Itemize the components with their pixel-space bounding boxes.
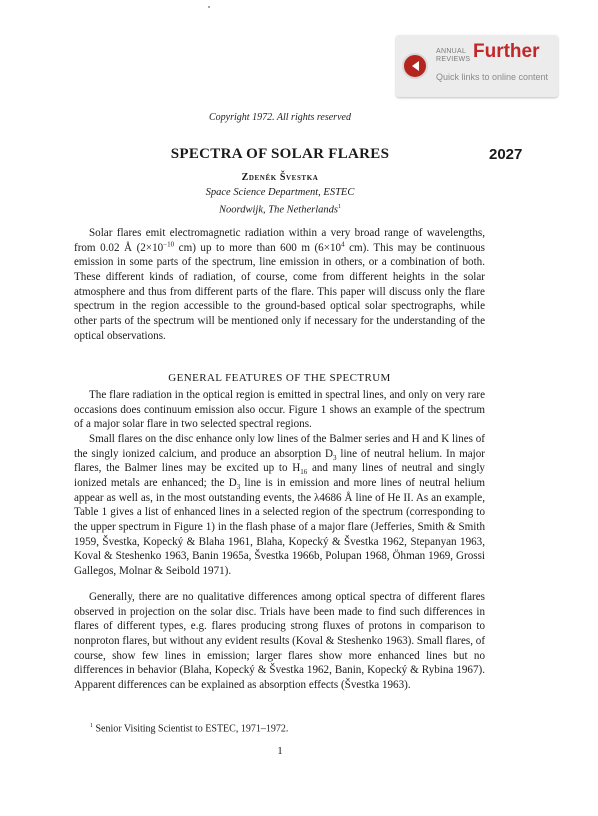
text-run: cm) up to more than 600 m (6×10 xyxy=(174,241,342,254)
exponent: 4 xyxy=(341,239,345,248)
copyright-notice: Copyright 1972. All rights reserved xyxy=(209,112,351,123)
text-run: and many lines of neutral and singly ionized metals are enhanced; the D xyxy=(74,462,485,489)
affiliation-department: Space Science Department, ESTEC xyxy=(205,187,355,198)
text-run: Solar flares emit electromagnetic radiation within a very broad range of wavelengths, from 0.02 Å (2×10 xyxy=(74,227,485,254)
text-run: line of neutral helium. In major flares, the Balmer lines may be excited up to H xyxy=(74,447,485,475)
text-run: Small flares on the disc enhance only low lines of the Balmer series and H and K lines of the singly ionized calcium, and produce an absorption D xyxy=(74,433,485,460)
subscript: 3 xyxy=(333,453,337,462)
subscript: 3 xyxy=(236,483,241,492)
author-affiliation xyxy=(0,186,560,218)
further-tagline: Quick links to online content xyxy=(436,72,549,82)
footnote-text: Senior Visiting Scientist to ESTEC, 1971–1972. xyxy=(93,723,289,735)
body-paragraph-3: Generally, there are no qualitative differences among optical spectra of different flares observed in projection on the solar disc. Trials have been made to find such differences in flares of different types, e.g. flares producing strong fluxes of protons in comparison to nonproton flares, but without any evident results (Koval & Steshenko 1963). Small flares, of course, show few lines in emission; larger flares show more enhanced lines but no differences in behavior (Blaha, Kopecký & Švestka 1962, Banin, Kopecký & Rybina 1967). Apparent differences can be explained as absorption effects (Švestka 1963). xyxy=(74,591,486,691)
issue-number: 2027 xyxy=(489,146,523,163)
author-name: Zdeněk Švestka xyxy=(241,172,319,183)
further-brand: Further xyxy=(473,41,540,62)
exponent: −10 xyxy=(163,239,175,248)
body-paragraph-1: The flare radiation in the optical region is emitted in spectral lines, and only on very rare occasions does continuum emission also occur. Figure 1 shows an example of the spectrum of a major solar flare in two selected spectral regions. xyxy=(74,389,485,431)
publisher-line2: REVIEWS xyxy=(436,56,471,63)
text-run: cm). This may be continuous emission in some parts of the spectrum, line emission in others, or a combination of both. These different kinds of radiation, of course, come from different heights in the solar atmosphere and thus from different parts of the flare. This paper will discuss only the flare spectrum in the region accessible to the ground-based optical solar spectrographs, while other parts of the spectrum will be mentioned only if necessary for the understanding of the optical observations. xyxy=(74,241,485,342)
footnote-mark: 1 xyxy=(90,723,93,729)
affiliation-location: Noordwijk, The Netherlands xyxy=(219,204,338,216)
body-paragraph-2 xyxy=(74,432,485,579)
affiliation-footnote-mark: 1 xyxy=(337,204,341,210)
section-heading: GENERAL FEATURES OF THE SPECTRUM xyxy=(168,372,391,384)
annual-reviews-logo xyxy=(436,48,470,64)
further-link-banner[interactable] xyxy=(396,35,558,97)
footnote xyxy=(90,723,288,734)
publisher-line1: ANNUAL xyxy=(436,48,467,55)
text-run: line is in emission and more lines of neutral helium appear as well as, in the most outstanding events, the λ4686 Å line of He II. As an example, Table 1 gives a list of enhanced lines in a selected region of the spectrum (corresponding to the upper spectrum in Figure 1) in the flash phase of a major flare (Jefferies, Smith & Smith 1959, Švestka, Kopecký & Blaha 1961, Blaha, Kopecký & Švestka 1962, Stepanyan 1963, Koval & Steshenko 1963, Banin 1965a, Švestka 1966b, Polupan 1968, Öhman 1969, Grossi Gallegos, Molnar & Seibold 1971). xyxy=(74,476,485,577)
play-arrow-icon xyxy=(402,53,428,79)
subscript: 16 xyxy=(300,468,308,477)
affiliation-location-line xyxy=(0,200,560,218)
page-number: 1 xyxy=(277,745,283,757)
page-speck xyxy=(208,6,210,8)
intro-paragraph xyxy=(74,226,485,343)
article-title: SPECTRA OF SOLAR FLARES xyxy=(170,146,390,162)
